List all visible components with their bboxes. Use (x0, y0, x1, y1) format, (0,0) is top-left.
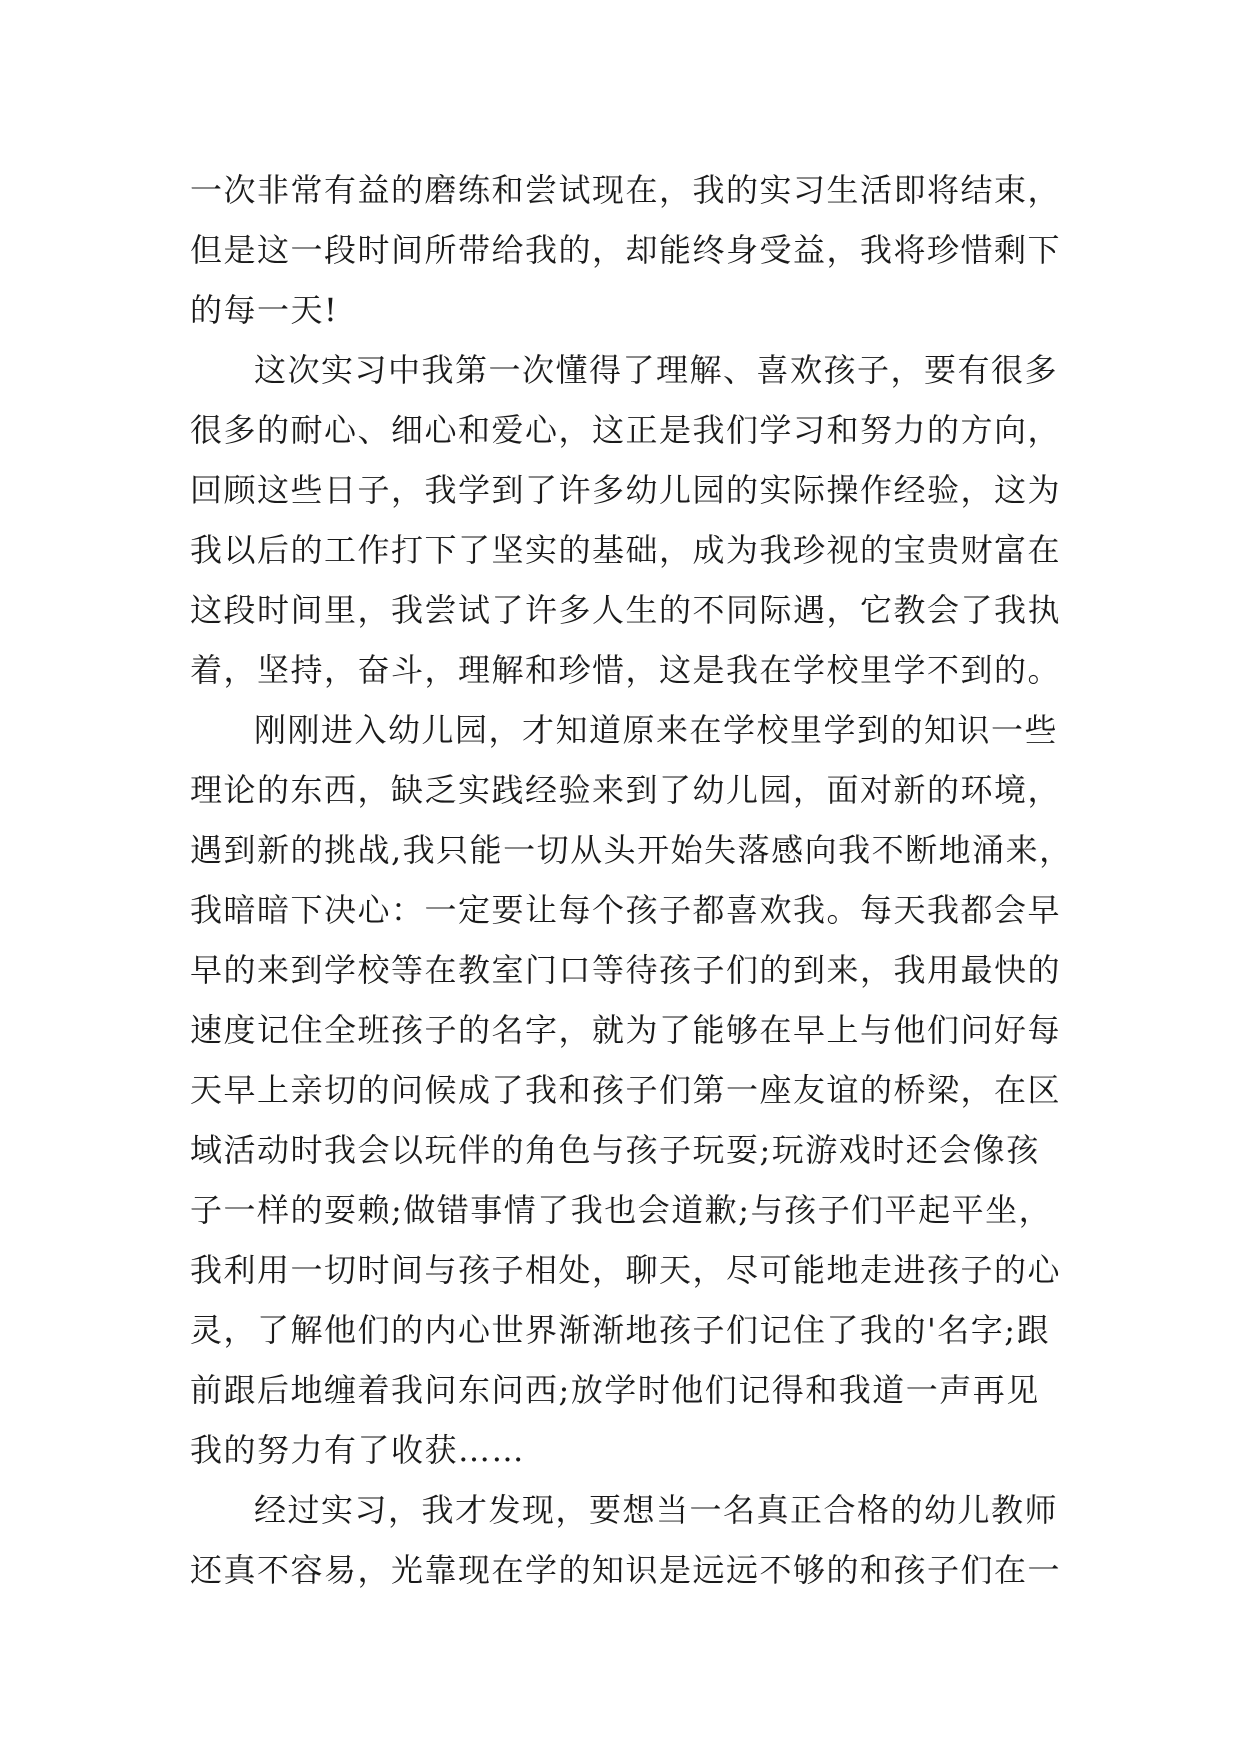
text-line: 天早上亲切的问候成了我和孩子们第一座友谊的桥梁，在区 (190, 1071, 1062, 1109)
text-line: 我以后的工作打下了坚实的基础，成为我珍视的宝贵财富在 (190, 531, 1062, 569)
text-line: 我的努力有了收获…… (190, 1431, 526, 1469)
paragraph-first-line: 刚刚进入幼儿园，才知道原来在学校里学到的知识一些 (254, 711, 1059, 749)
body-text (190, 160, 1073, 1600)
text-line: 还真不容易，光靠现在学的知识是远远不够的和孩子们在一 (190, 1551, 1062, 1589)
paragraph-first-line: 经过实习，我才发现，要想当一名真正合格的幼儿教师 (254, 1491, 1059, 1529)
text-line: 一次非常有益的磨练和尝试现在，我的实习生活即将结束， (190, 171, 1062, 209)
text-line: 我利用一切时间与孩子相处，聊天，尽可能地走进孩子的心 (190, 1251, 1062, 1289)
text-line: 灵，了解他们的内心世界渐渐地孩子们记住了我的'名字;跟 (190, 1311, 1051, 1349)
text-line: 域活动时我会以玩伴的角色与孩子玩耍;玩游戏时还会像孩 (190, 1131, 1040, 1169)
text-line: 但是这一段时间所带给我的，却能终身受益，我将珍惜剩下 (190, 231, 1062, 269)
text-line: 回顾这些日子，我学到了许多幼儿园的实际操作经验，这为 (190, 471, 1062, 509)
paragraph-first-line: 这次实习中我第一次懂得了理解、喜欢孩子，要有很多 (254, 351, 1059, 389)
text-line: 速度记住全班孩子的名字，就为了能够在早上与他们问好每 (190, 1011, 1062, 1049)
text-line: 我暗暗下决心：一定要让每个孩子都喜欢我。每天我都会早 (190, 891, 1062, 929)
text-line: 的每一天! (190, 291, 339, 329)
text-line: 很多的耐心、细心和爱心，这正是我们学习和努力的方向， (190, 411, 1062, 449)
text-line: 前跟后地缠着我问东问西;放学时他们记得和我道一声再见 (190, 1371, 1040, 1409)
text-line: 着，坚持，奋斗，理解和珍惜，这是我在学校里学不到的。 (190, 651, 1062, 689)
text-line: 这段时间里，我尝试了许多人生的不同际遇，它教会了我执 (190, 591, 1062, 629)
text-line: 早的来到学校等在教室门口等待孩子们的到来，我用最快的 (190, 951, 1062, 989)
text-line: 理论的东西，缺乏实践经验来到了幼儿园，面对新的环境， (190, 771, 1062, 809)
text-line: 遇到新的挑战,我只能一切从头开始失落感向我不断地涌来， (190, 831, 1073, 869)
text-line: 子一样的耍赖;做错事情了我也会道歉;与孩子们平起平坐， (190, 1191, 1053, 1229)
